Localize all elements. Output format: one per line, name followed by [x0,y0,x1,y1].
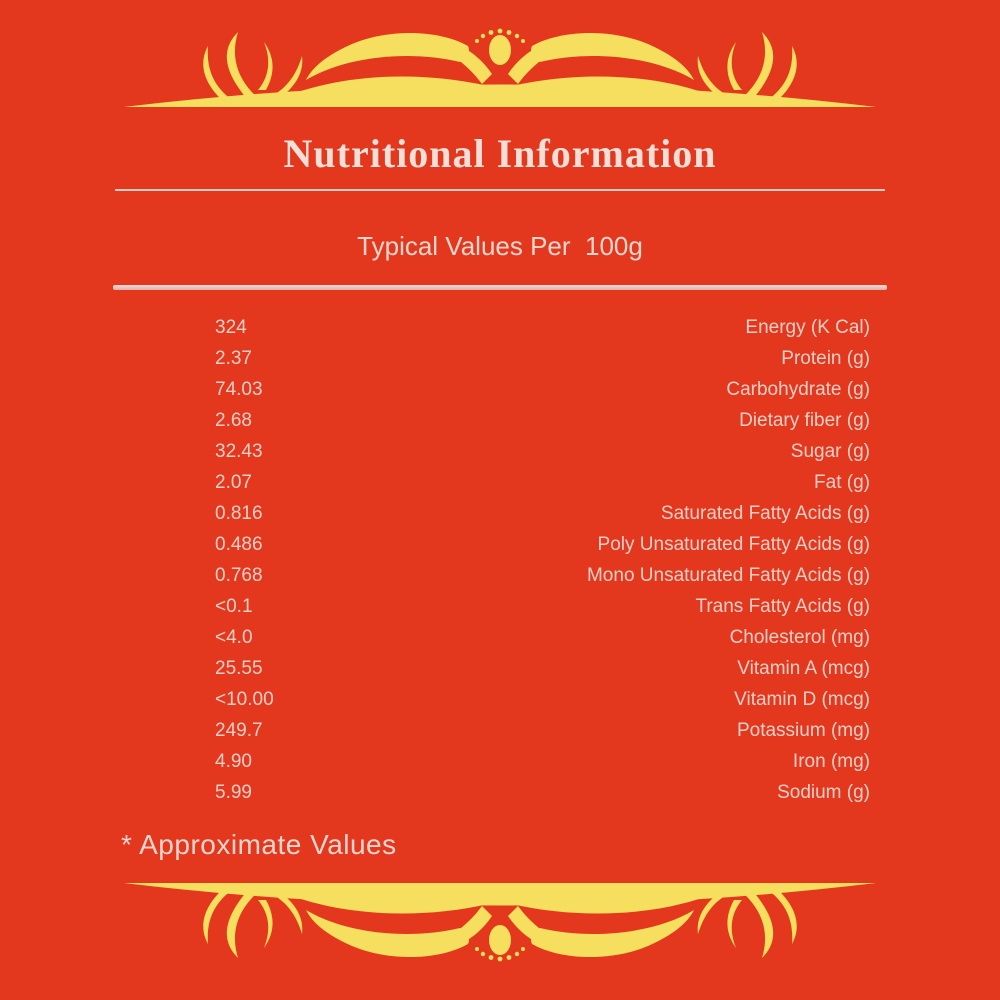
flourish-crest-icon [120,28,880,112]
table-row [215,374,870,405]
nutrient-value: <4.0 [215,626,253,648]
nutrient-label: Poly Unsaturated Fatty Acids (g) [597,533,870,555]
nutrient-value: <10.00 [215,688,274,710]
nutrient-value: 74.03 [215,378,263,400]
table-row [215,529,870,560]
nutrient-label: Potassium (mg) [736,719,870,741]
nutrient-label: Carbohydrate (g) [726,378,870,400]
table-row [215,436,870,467]
nutrient-value: 2.68 [215,409,252,431]
approximate-values-footnote: * Approximate Values [121,829,397,860]
floral-flourish-ornament-top [120,28,880,112]
floral-flourish-ornament-bottom [120,878,880,962]
table-row [215,591,870,622]
nutrient-value: 324 [215,316,247,338]
nutrient-value: 5.99 [215,781,252,803]
nutrient-value: 25.55 [215,657,263,679]
subtitle-divider-line [113,285,887,290]
nutrient-value: 32.43 [215,440,263,462]
table-row [215,622,870,653]
nutrient-label: Dietary fiber (g) [739,409,870,431]
table-row [215,498,870,529]
nutrient-value: 0.486 [215,533,263,555]
nutrient-label: Vitamin A (mcg) [737,657,870,679]
table-row [215,343,870,374]
nutrient-label: Vitamin D (mcg) [734,688,870,710]
nutrient-value: 2.37 [215,347,252,369]
nutrient-value: 249.7 [215,719,263,741]
nutrient-label: Iron (mg) [792,750,870,772]
nutrient-label: Fat (g) [814,471,870,493]
flourish-crest-icon [120,878,880,962]
nutrient-value: 4.90 [215,750,252,772]
table-row [215,777,870,808]
nutrient-value: 0.816 [215,502,263,524]
nutrient-label: Cholesterol (mg) [729,626,870,648]
nutrient-label: Energy (K Cal) [745,316,870,338]
table-row [215,653,870,684]
nutrient-label: Sodium (g) [777,781,870,803]
nutrition-table [215,312,870,808]
table-row [215,715,870,746]
table-row [215,560,870,591]
nutrient-value: <0.1 [215,595,253,617]
nutrient-label: Trans Fatty Acids (g) [695,595,870,617]
table-row [215,467,870,498]
table-row [215,312,870,343]
nutrient-label: Mono Unsaturated Fatty Acids (g) [586,564,870,586]
table-row [215,405,870,436]
table-row [215,684,870,715]
nutrient-value: 0.768 [215,564,263,586]
nutrient-label: Sugar (g) [790,440,870,462]
serving-subtitle: Typical Values Per 100g [357,231,643,261]
nutrient-label: Saturated Fatty Acids (g) [660,502,870,524]
nutrient-value: 2.07 [215,471,252,493]
table-row [215,746,870,777]
nutrient-label: Protein (g) [781,347,870,369]
title-divider-line [115,189,885,191]
page-title: Nutritional Information [283,131,717,176]
